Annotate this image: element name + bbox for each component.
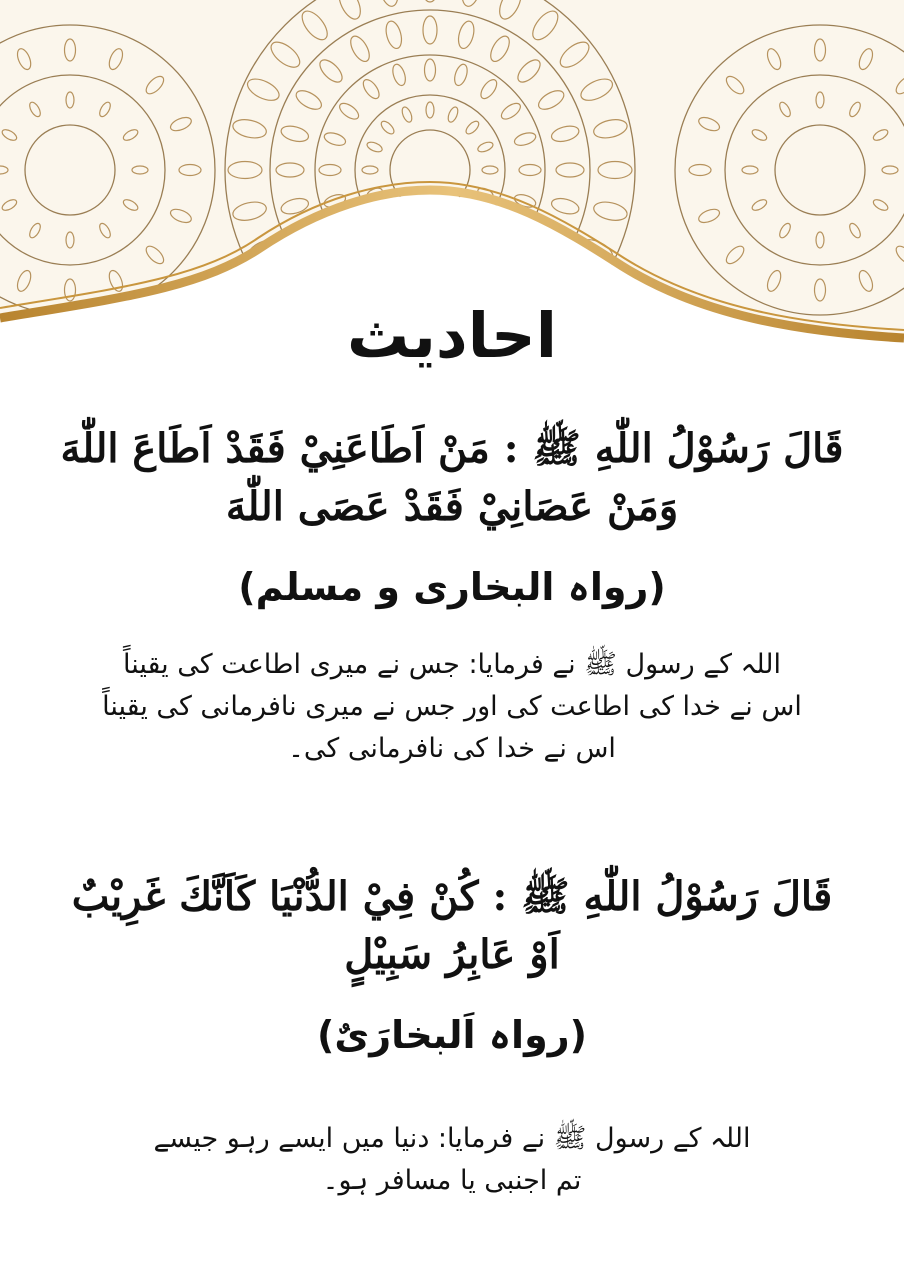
hadith-2-urdu [0, 1118, 904, 1202]
hadith-1-urdu [0, 644, 904, 770]
hadith-1-urdu-line-1: اللہ کے رسول ﷺ نے فرمایا: جس نے میری اطاعت کی یقیناً [122, 649, 782, 680]
hadith-2-arabic-line-2: اَوْ عَابِرُ سَبِيْلٍ [344, 931, 560, 978]
hadith-1-source: (رواہ البخاری و مسلم) [238, 565, 666, 609]
hadith-2-source: (رواہ اَلبخارَیٌ) [317, 1013, 587, 1057]
hadith-1-urdu-line-2: اس نے خدا کی اطاعت کی اور جس نے میری نافرمانی کی یقیناً [102, 691, 802, 722]
hadith-2-arabic [0, 868, 904, 984]
hadith-2-urdu-line-1: اللہ کے رسول ﷺ نے فرمایا: دنیا میں ایسے رہو جیسے [153, 1123, 751, 1154]
page-title: احادیث [347, 299, 557, 372]
hadith-1-urdu-line-3: اس نے خدا کی نافرمانی کی۔ [288, 733, 616, 764]
hadith-1-arabic [0, 420, 904, 536]
hadith-2-urdu-line-2: تم اجنبی یا مسافر ہو۔ [322, 1165, 582, 1196]
hadith-1-arabic-line-2: وَمَنْ عَصَانِيْ فَقَدْ عَصَى اللّٰهَ [225, 483, 679, 530]
hadith-1-arabic-line-1: قَالَ رَسُوْلُ اللّٰهِ ﷺ : مَنْ اَطَاعَنِيْ فَقَدْ اَطَاعَ اللّٰهَ [60, 425, 844, 472]
hadith-2-arabic-line-1: قَالَ رَسُوْلُ اللّٰهِ ﷺ : كُنْ فِيْ الدُّنْيَا كَاَنَّكَ غَرِيْبٌ [71, 873, 833, 920]
